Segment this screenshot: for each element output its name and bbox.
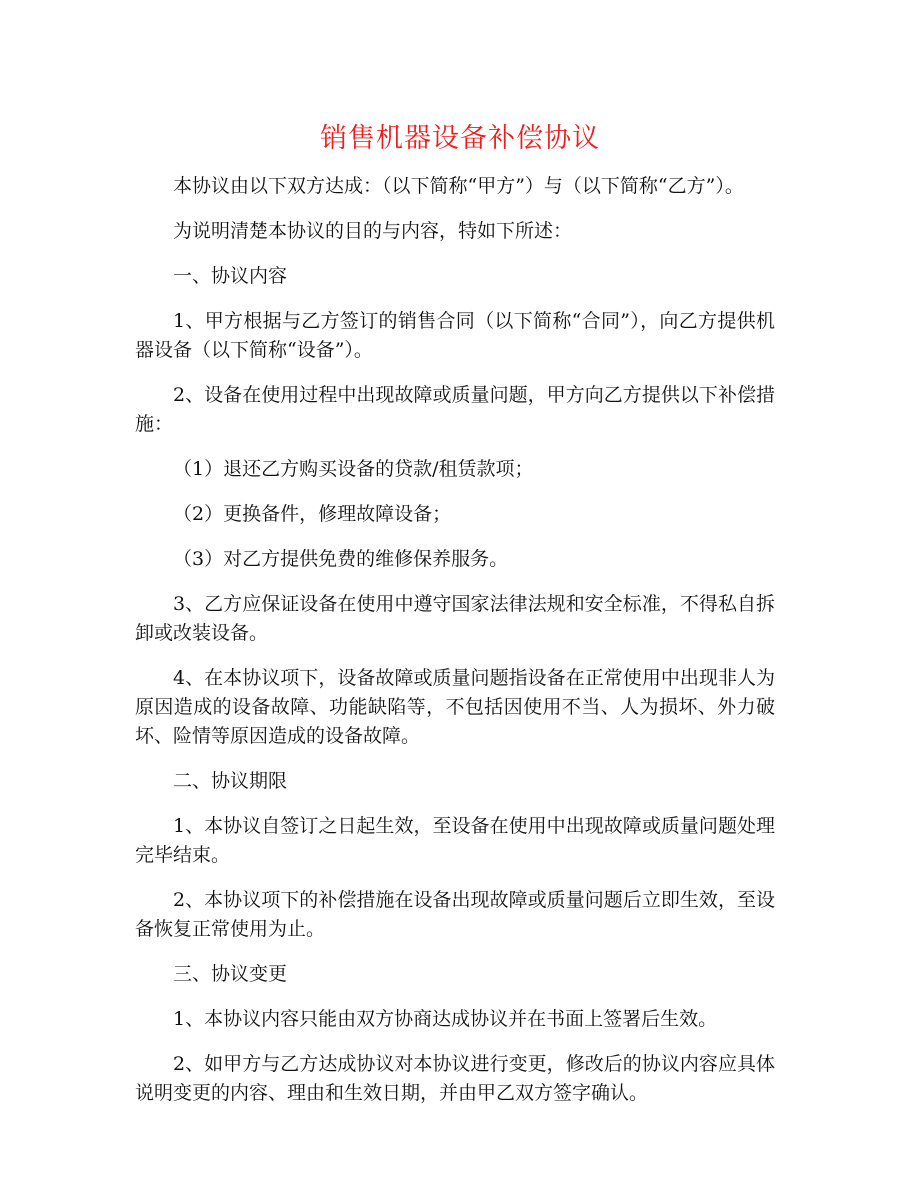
clause-paragraph: 1、本协议自签订之日起生效，至设备在使用中出现故障或质量问题处理完毕结束。 [135,815,775,866]
list-item: （3）对乙方提供免费的维修保养服务。 [173,548,509,570]
section-heading-content: 一、协议内容 [173,265,288,287]
list-item: （1）退还乙方购买设备的贷款/租赁款项； [173,458,534,480]
list-item: （2）更换备件，修理故障设备； [173,503,452,525]
section-heading-change: 三、协议变更 [173,963,288,985]
clause-paragraph: 2、本协议项下的补偿措施在设备出现故障或质量问题后立即生效，至设备恢复正常使用为止。 [135,889,775,940]
clause-paragraph: 1、本协议内容只能由双方协商达成协议并在书面上签署后生效。 [173,1008,718,1030]
document-title: 销售机器设备补偿协议 [320,123,600,154]
clause-paragraph: 4、在本协议项下，设备故障或质量问题指设备在正常使用中出现非人为原因造成的设备故障、功能缺陷等，不包括因使用不当、人为损坏、外力破坏、险情等原因造成的设备故障。 [135,667,775,747]
clause-paragraph: 2、设备在使用过程中出现故障或质量问题，甲方向乙方提供以下补偿措施： [135,384,775,435]
section-heading-term: 二、协议期限 [173,770,288,792]
clause-paragraph: 1、甲方根据与乙方签订的销售合同（以下简称“合同”），向乙方提供机器设备（以下简称“设备”）。 [135,310,775,361]
purpose-paragraph: 为说明清楚本协议的目的与内容，特如下所述： [173,220,573,242]
clause-paragraph: 3、乙方应保证设备在使用中遵守国家法律法规和安全标准，不得私自拆卸或改装设备。 [135,593,775,644]
intro-paragraph: 本协议由以下双方达成：（以下简称“甲方”）与（以下简称“乙方”）。 [173,175,744,197]
clause-paragraph: 2、如甲方与乙方达成协议对本协议进行变更，修改后的协议内容应具体说明变更的内容、理由和生效日期，并由甲乙双方签字确认。 [135,1053,775,1104]
document-body [135,172,775,1124]
